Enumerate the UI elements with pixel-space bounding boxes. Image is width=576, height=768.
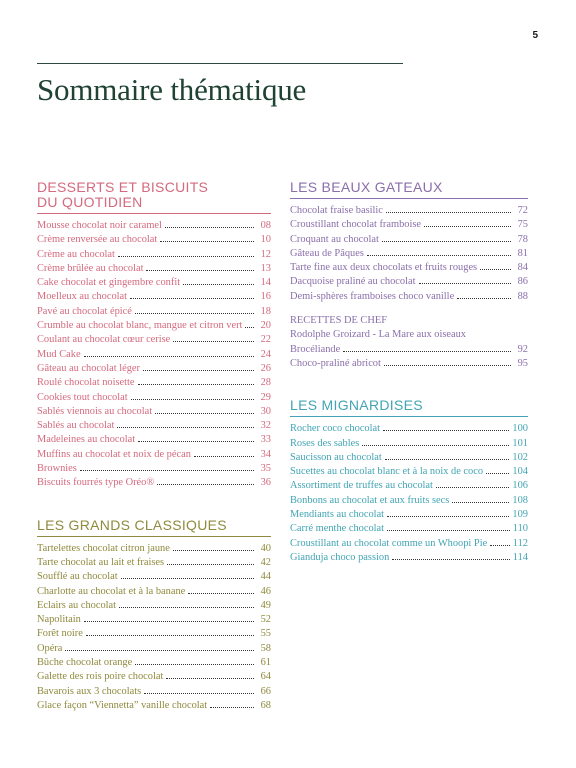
dot-leader <box>119 607 254 608</box>
section-gateaux <box>290 180 528 371</box>
recipe-entry <box>290 275 528 289</box>
recipe-entry <box>37 699 271 713</box>
recipe-page-number: 35 <box>260 463 271 475</box>
recipe-entry <box>290 437 528 451</box>
dot-leader <box>183 284 254 285</box>
recipe-page-number: 14 <box>260 277 271 289</box>
recipe-name: Bûche chocolat orange <box>37 657 133 669</box>
recipe-entry <box>290 233 528 247</box>
recipe-name: Sablés viennois au chocolat <box>37 405 153 417</box>
recipe-name: Croquant au chocolat <box>290 233 379 245</box>
dot-leader <box>144 693 254 694</box>
recipe-entry <box>290 551 528 565</box>
recipe-page-number: 72 <box>517 205 528 216</box>
recipe-page-number: 12 <box>260 248 271 260</box>
recipe-name: Tartelettes chocolat citron jaune <box>37 542 170 554</box>
recipe-list <box>37 542 271 714</box>
recipe-page-number: 86 <box>517 276 528 288</box>
recipe-entry <box>290 261 528 275</box>
recipe-entry <box>37 570 271 584</box>
recipe-page-number: 88 <box>517 290 528 302</box>
dot-leader <box>173 341 254 342</box>
recipe-page-number: 34 <box>260 448 271 460</box>
dot-leader <box>84 621 254 622</box>
recipe-name: Dacquoise praliné au chocolat <box>290 276 416 288</box>
recipe-entry <box>37 433 271 447</box>
recipe-name: Charlotte au chocolat et à la banane <box>37 585 186 597</box>
recipe-page-number: 49 <box>260 599 271 611</box>
dot-leader <box>386 212 511 213</box>
recipe-name: Carré menthe chocolat <box>290 523 385 535</box>
dot-leader <box>419 283 512 284</box>
dot-leader <box>490 545 510 546</box>
recipe-entry <box>37 419 271 433</box>
recipe-page-number: 112 <box>512 537 528 549</box>
recipe-name: Cookies tout chocolat <box>37 391 128 403</box>
recipe-entry <box>290 357 528 371</box>
recipe-name: Forêt noire <box>37 628 83 640</box>
recipe-entry <box>290 479 528 493</box>
recipe-name: Sucettes au chocolat blanc et à la noix de coco <box>290 466 484 478</box>
recipe-name: Muffins au chocolat et noix de pécan <box>37 448 191 460</box>
dot-leader <box>138 384 254 385</box>
recipe-page-number: 46 <box>260 585 271 597</box>
recipe-entry <box>37 262 271 276</box>
recipe-entry <box>37 248 271 262</box>
dot-leader <box>143 370 254 371</box>
recipe-entry <box>37 656 271 670</box>
recipe-entry <box>37 376 271 390</box>
dot-leader <box>65 650 254 651</box>
dot-leader <box>383 430 509 431</box>
recipe-entry <box>37 348 271 362</box>
recipe-list <box>290 422 528 565</box>
recipe-entry <box>37 448 271 462</box>
recipe-entry <box>37 319 271 333</box>
recipe-page-number: 109 <box>512 509 528 521</box>
section-desserts <box>37 180 271 491</box>
recipe-entry <box>37 627 271 641</box>
recipe-page-number: 32 <box>260 420 271 432</box>
dot-leader <box>362 445 509 446</box>
recipe-page-number: 22 <box>260 334 271 346</box>
section-title-desserts <box>37 180 271 214</box>
recipe-page-number: 66 <box>260 685 271 697</box>
recipe-entry <box>37 613 271 627</box>
recipe-page-number: 55 <box>260 628 271 640</box>
dot-leader <box>167 564 254 565</box>
recipe-name: Crumble au chocolat blanc, mangue et citron vert <box>37 320 243 332</box>
recipe-name: Madeleines au chocolat <box>37 434 136 446</box>
recipe-name: Assortiment de truffes au chocolat <box>290 480 433 492</box>
recipe-name: Sablés au chocolat <box>37 420 115 432</box>
recipe-entry <box>37 462 271 476</box>
recipe-page-number: 100 <box>512 423 528 435</box>
recipe-entry <box>290 522 528 536</box>
recipe-entry <box>290 204 528 218</box>
recipe-page-number: 95 <box>517 357 528 369</box>
recipe-entry <box>37 405 271 419</box>
recipe-name: Galette des rois poire chocolat <box>37 671 164 683</box>
recipe-name: Mendiants au chocolat <box>290 509 385 521</box>
recipe-name: Demi-sphères framboises choco vanille <box>290 290 455 302</box>
dot-leader <box>385 459 510 460</box>
recipe-entry <box>37 585 271 599</box>
recipe-entry <box>37 290 271 304</box>
recipe-page-number: 30 <box>260 405 271 417</box>
page-number: 5 <box>532 30 538 41</box>
recipe-name: Crème brûlée au chocolat <box>37 262 144 274</box>
recipe-entry <box>37 685 271 699</box>
dot-leader <box>146 270 254 271</box>
section-title-mignardises: LES MIGNARDISES <box>290 398 528 417</box>
recipe-entry <box>37 333 271 347</box>
recipe-page-number: 84 <box>517 262 528 274</box>
recipe-name: Opéra <box>37 642 63 654</box>
section-title-gateaux: LES BEAUX GATEAUX <box>290 180 528 199</box>
recipe-entry <box>37 599 271 613</box>
recipe-entry <box>290 247 528 261</box>
recipe-page-number: 68 <box>260 699 271 711</box>
dot-leader <box>367 255 511 256</box>
recipe-page-number: 106 <box>512 480 528 492</box>
chef-recipes <box>290 314 528 371</box>
dot-leader <box>436 487 509 488</box>
dot-leader <box>160 241 254 242</box>
recipe-entry <box>290 422 528 436</box>
recipe-page-number: 26 <box>260 362 271 374</box>
recipe-page-number: 29 <box>260 391 271 403</box>
recipe-name: Mousse chocolat noir caramel <box>37 220 162 231</box>
dot-leader <box>121 578 254 579</box>
dot-leader <box>457 298 511 299</box>
recipe-page-number: 52 <box>260 614 271 626</box>
dot-leader <box>245 327 254 328</box>
recipe-page-number: 104 <box>512 466 528 478</box>
dot-leader <box>188 593 254 594</box>
recipe-page-number: 110 <box>512 523 528 535</box>
right-column <box>290 180 528 592</box>
recipe-entry <box>37 391 271 405</box>
recipe-name: Soufflé au chocolat <box>37 571 118 583</box>
recipe-entry <box>37 642 271 656</box>
recipe-page-number: 42 <box>260 556 271 568</box>
dot-leader <box>452 502 509 503</box>
section-title-line: DESSERTS ET BISCUITS <box>37 179 209 195</box>
section-classiques <box>37 518 271 714</box>
dot-leader <box>210 707 254 708</box>
recipe-entry <box>37 276 271 290</box>
dot-leader <box>486 473 509 474</box>
recipe-name: Gâteau de Pâques <box>290 247 364 259</box>
recipe-name: Cake chocolat et gingembre confit <box>37 277 181 289</box>
recipe-name: Glace façon “Viennetta” vanille chocolat <box>37 699 208 711</box>
dot-leader <box>194 456 254 457</box>
chef-name: Rodolphe Groizard - La Mare aux oiseaux <box>290 329 467 341</box>
dot-leader <box>387 516 509 517</box>
recipe-entry <box>37 219 271 233</box>
recipe-name: Brownies <box>37 463 77 475</box>
recipe-page-number: 18 <box>260 305 271 317</box>
recipe-page-number: 36 <box>260 477 271 489</box>
recipe-page-number: 75 <box>517 219 528 231</box>
dot-leader <box>424 226 511 227</box>
recipe-page-number: 10 <box>260 234 271 246</box>
recipe-entry <box>37 476 271 490</box>
recipe-page-number: 61 <box>260 657 271 669</box>
recipe-name: Brocéliande <box>290 343 341 355</box>
recipe-name: Moelleux au chocolat <box>37 291 128 303</box>
section-title-line: DU QUOTIDIEN <box>37 194 143 210</box>
recipe-page-number: 20 <box>260 320 271 332</box>
recipe-name: Saucisson au chocolat <box>290 451 382 463</box>
recipe-entry <box>37 542 271 556</box>
recipe-name: Gâteau au chocolat léger <box>37 362 140 374</box>
dot-leader <box>384 365 511 366</box>
dot-leader <box>86 635 254 636</box>
recipe-name: Bonbons au chocolat et aux fruits secs <box>290 494 450 506</box>
recipe-page-number: 33 <box>260 434 271 446</box>
recipe-entry <box>37 305 271 319</box>
recipe-name: Chocolat fraise basilic <box>290 205 383 216</box>
recipe-page-number: 92 <box>517 343 528 355</box>
dot-leader <box>80 470 254 471</box>
recipe-page-number: 13 <box>260 262 271 274</box>
dot-leader <box>173 550 254 551</box>
dot-leader <box>130 298 254 299</box>
recipe-name: Pavé au chocolat épicé <box>37 305 132 317</box>
dot-leader <box>165 227 254 228</box>
recipe-entry <box>37 233 271 247</box>
dot-leader <box>392 559 510 560</box>
recipe-entry <box>37 362 271 376</box>
dot-leader <box>135 313 254 314</box>
recipe-page-number: 08 <box>260 220 271 231</box>
recipe-name: Roulé chocolat noisette <box>37 377 135 389</box>
recipe-name: Biscuits fourrés type Oréo® <box>37 477 155 489</box>
recipe-entry <box>290 494 528 508</box>
recipe-entry <box>290 290 528 304</box>
dot-leader <box>480 269 511 270</box>
section-title-classiques: LES GRANDS CLASSIQUES <box>37 518 271 537</box>
title-rule <box>37 63 403 64</box>
recipe-name: Mud Cake <box>37 348 81 360</box>
recipe-entry <box>37 556 271 570</box>
recipe-page-number: 78 <box>517 233 528 245</box>
recipe-list <box>37 219 271 491</box>
recipe-entry <box>290 465 528 479</box>
dot-leader <box>117 427 254 428</box>
recipe-name: Roses des sables <box>290 437 360 449</box>
recipe-page-number: 64 <box>260 671 271 683</box>
recipe-name: Croustillant au chocolat comme un Whoopi Pie <box>290 537 488 549</box>
recipe-entry <box>290 537 528 551</box>
recipe-entry <box>290 451 528 465</box>
page-title: Sommaire thématique <box>37 72 307 107</box>
recipe-name: Tarte fine aux deux chocolats et fruits rouges <box>290 262 478 274</box>
recipe-entry <box>290 343 528 357</box>
recipe-page-number: 58 <box>260 642 271 654</box>
recipe-page-number: 16 <box>260 291 271 303</box>
dot-leader <box>387 530 510 531</box>
dot-leader <box>155 413 254 414</box>
recipe-page-number: 81 <box>517 247 528 259</box>
recipe-page-number: 102 <box>512 451 528 463</box>
recipe-page-number: 28 <box>260 377 271 389</box>
recipe-name: Napolitain <box>37 614 81 626</box>
dot-leader <box>131 399 254 400</box>
chef-label: RECETTES DE CHEF <box>290 315 387 327</box>
left-column <box>37 180 271 740</box>
recipe-page-number: 101 <box>512 437 528 449</box>
recipe-page-number: 108 <box>512 494 528 506</box>
recipe-name: Eclairs au chocolat <box>37 599 117 611</box>
dot-leader <box>166 678 254 679</box>
recipe-name: Crème renversée au chocolat <box>37 234 158 246</box>
recipe-entry <box>290 508 528 522</box>
dot-leader <box>138 441 254 442</box>
recipe-name: Choco-praliné abricot <box>290 357 381 369</box>
recipe-name: Crème au chocolat <box>37 248 115 260</box>
recipe-entry <box>37 670 271 684</box>
recipe-name: Coulant au chocolat cœur cerise <box>37 334 171 346</box>
recipe-name: Gianduja choco passion <box>290 551 390 563</box>
recipe-page-number: 24 <box>260 348 271 360</box>
recipe-page-number: 44 <box>260 571 271 583</box>
dot-leader <box>118 256 254 257</box>
recipe-page-number: 114 <box>512 551 528 563</box>
dot-leader <box>84 356 254 357</box>
dot-leader <box>157 484 254 485</box>
recipe-page-number: 40 <box>260 542 271 554</box>
recipe-name: Croustillant chocolat framboise <box>290 219 422 231</box>
recipe-entry <box>290 218 528 232</box>
recipe-name: Rocher coco chocolat <box>290 423 381 435</box>
recipe-list <box>290 343 528 372</box>
recipe-list <box>290 204 528 304</box>
dot-leader <box>382 241 511 242</box>
dot-leader <box>343 351 511 352</box>
dot-leader <box>135 664 254 665</box>
section-mignardises <box>290 398 528 565</box>
recipe-name: Tarte chocolat au lait et fraises <box>37 556 165 568</box>
recipe-name: Bavarois aux 3 chocolats <box>37 685 142 697</box>
